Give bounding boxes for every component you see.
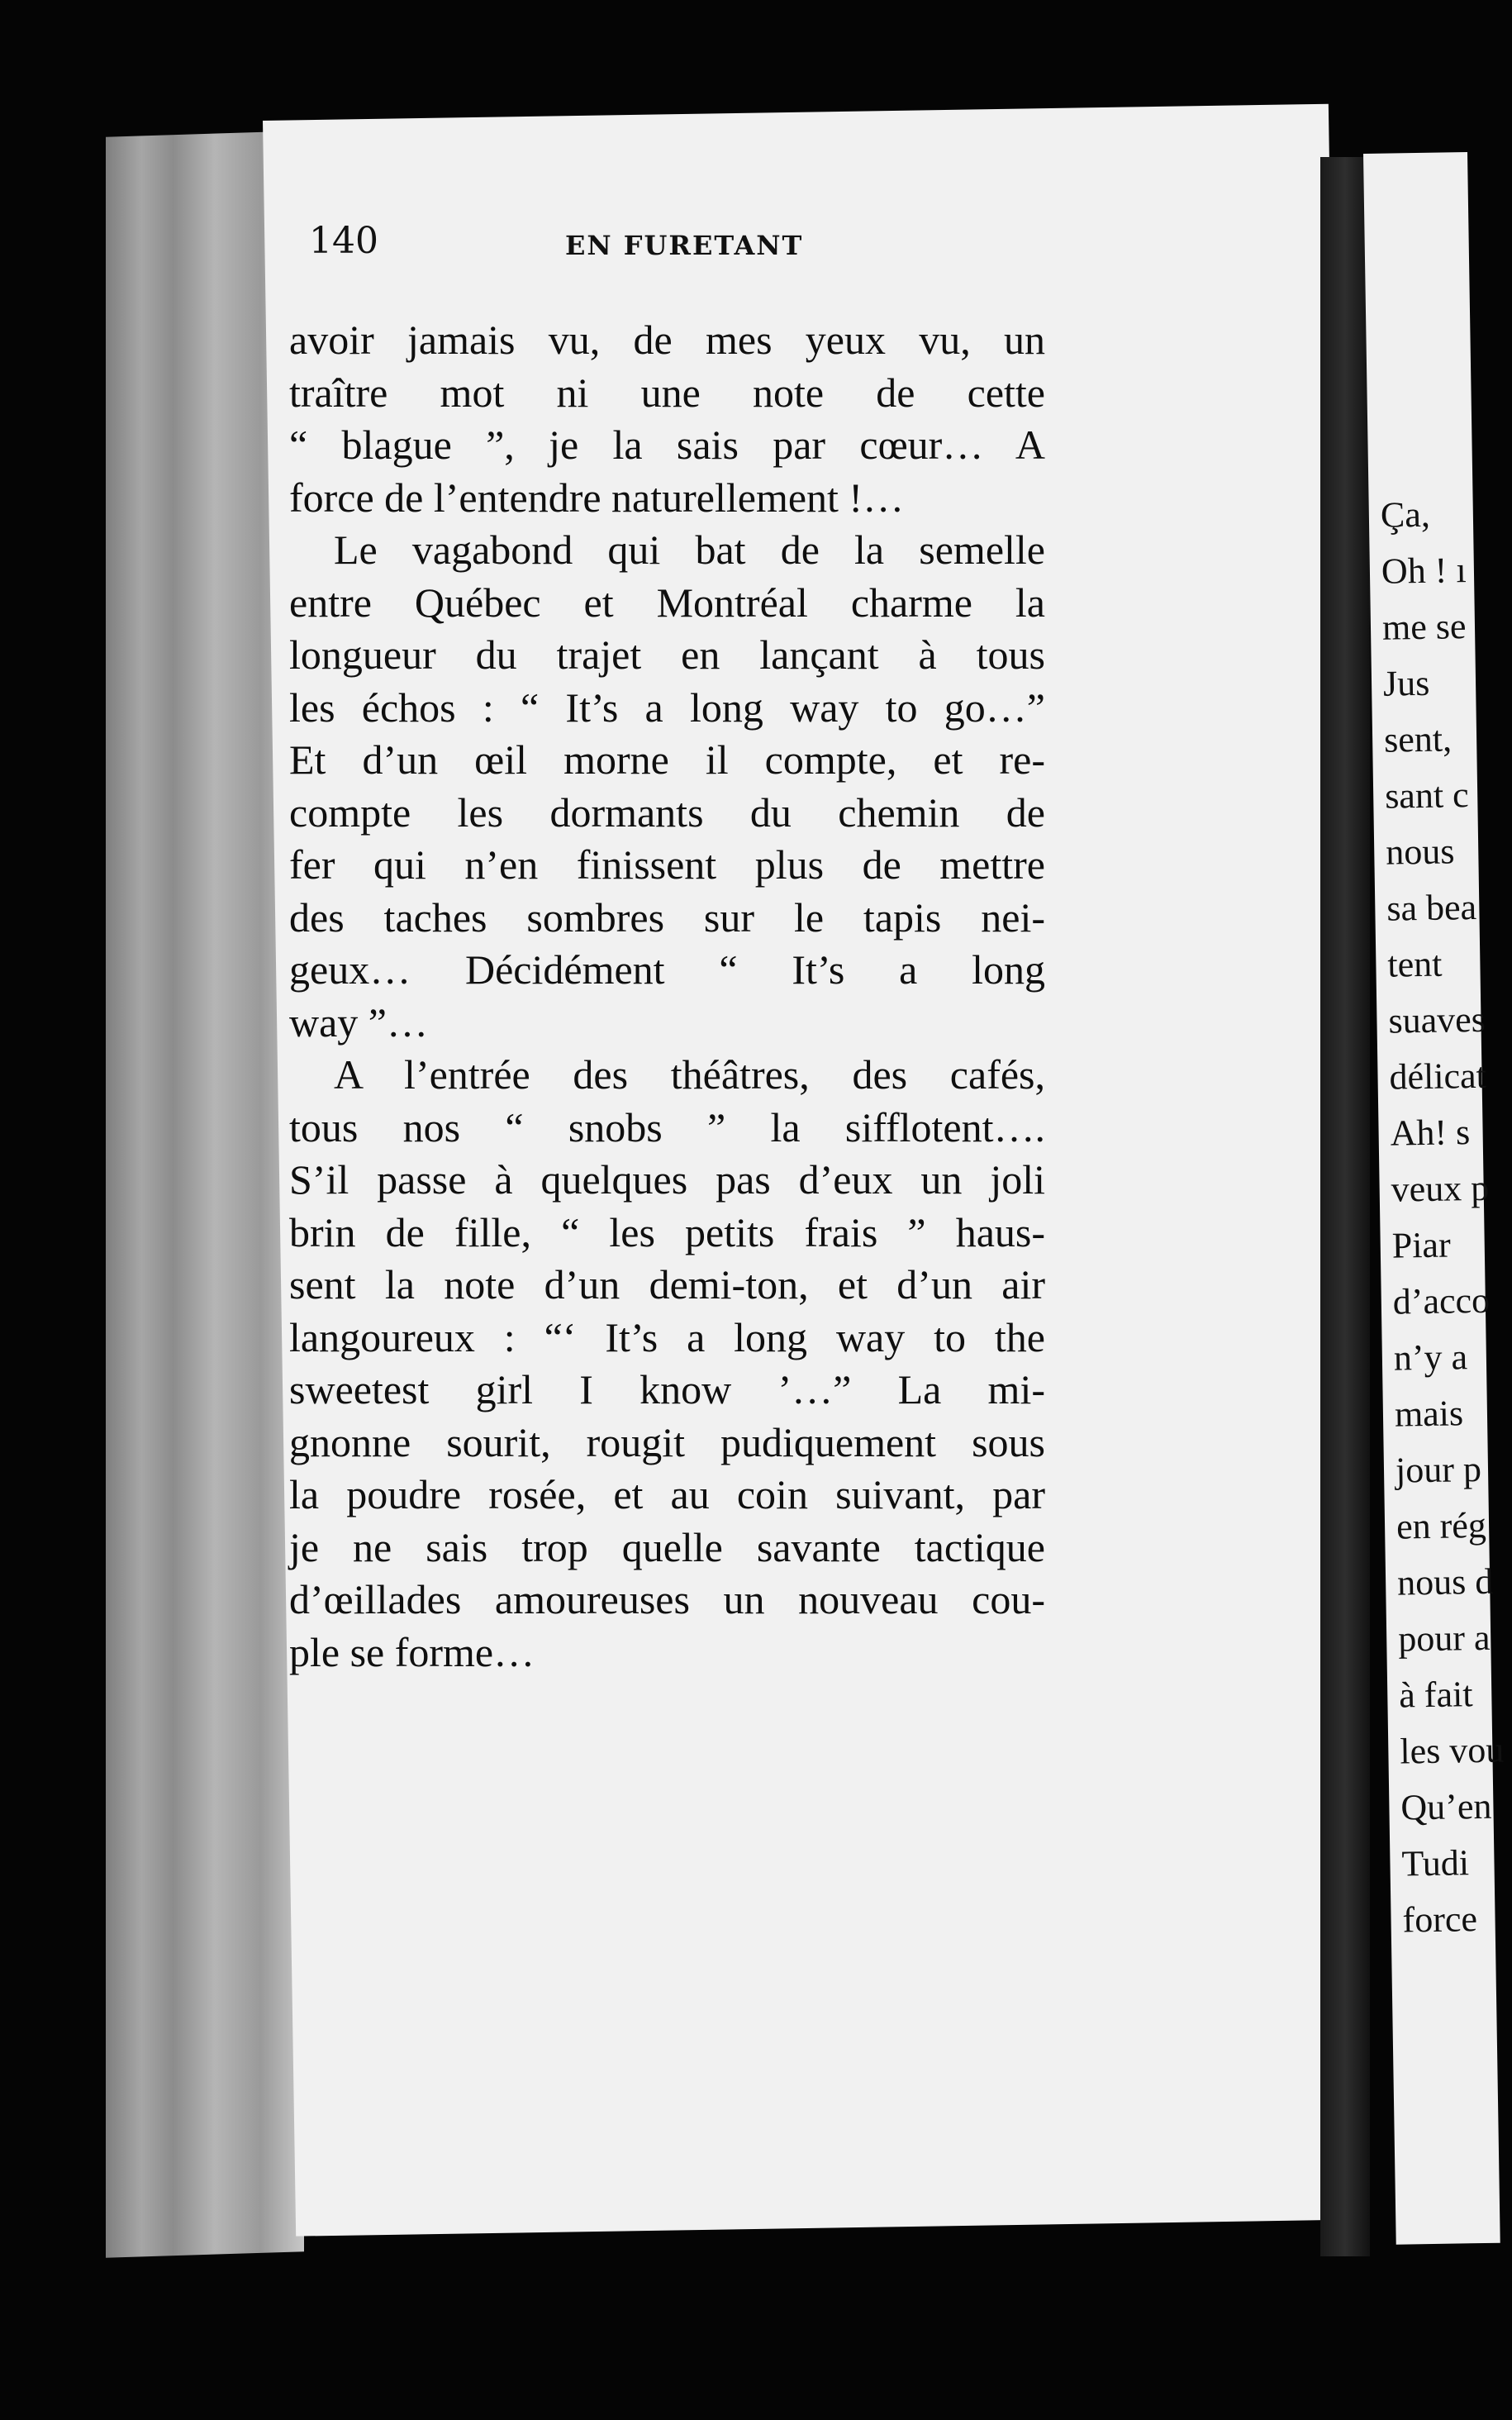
facing-line: n’y a — [1393, 1336, 1468, 1379]
facing-line: nous d — [1396, 1560, 1494, 1603]
body-text — [289, 314, 1045, 1679]
facing-line: d’acco — [1392, 1279, 1491, 1322]
facing-line: mais — [1394, 1393, 1464, 1435]
facing-line: délicat — [1389, 1055, 1487, 1098]
facing-line: en rég — [1396, 1504, 1487, 1547]
facing-line: sa bea — [1386, 886, 1477, 929]
text-line: tous nos “ snobs ” la sifflotent…. — [289, 1103, 1045, 1150]
text-line: sent la note d’un demi-ton, et d’un air — [289, 1261, 1045, 1308]
text-line: brin de fille, “ les petits frais ” haus- — [289, 1208, 1045, 1255]
text-line: longueur du trajet en lançant à tous — [289, 631, 1045, 678]
facing-line: tent — [1387, 943, 1443, 985]
text-line: la poudre rosée, et au coin suivant, par — [289, 1471, 1045, 1517]
facing-line: Qu’en — [1400, 1785, 1492, 1828]
text-line: fer qui n’en finissent plus de mettre — [289, 841, 1045, 888]
page-number: 140 — [309, 220, 378, 262]
text-line: Le vagabond qui bat de la semelle — [334, 526, 1045, 573]
text-line: gnonne sourit, rougit pudiquement sous — [289, 1418, 1045, 1465]
text-line: geux… Décidément “ It’s a long — [289, 946, 1045, 993]
text-line: compte les dormants du chemin de — [289, 788, 1045, 836]
text-line: Et d’un œil morne il compte, et re- — [289, 736, 1045, 783]
text-line: d’œillades amoureuses un nouveau cou- — [289, 1576, 1045, 1622]
text-line: S’il passe à quelques pas d’eux un joli — [289, 1156, 1045, 1203]
facing-page — [1363, 152, 1505, 2245]
text-line: “ blague ”, je la sais par cœur… A — [289, 422, 1045, 468]
facing-line: me se — [1381, 606, 1467, 648]
facing-line: Oh ! ı — [1381, 550, 1467, 592]
text-line: way ”… — [289, 998, 428, 1046]
running-head: EN FURETANT — [565, 230, 804, 261]
facing-line: pour a — [1397, 1617, 1491, 1660]
facing-line: suaves — [1388, 998, 1486, 1041]
text-line: traître mot ni une note de cette — [289, 369, 1045, 416]
text-line: je ne sais trop quelle savante tactique — [289, 1523, 1045, 1570]
facing-line: veux p — [1391, 1167, 1490, 1210]
text-line: des taches sombres sur le tapis nei- — [289, 893, 1045, 941]
text-line: ple se forme… — [289, 1628, 535, 1675]
text-line: A l’entrée des théâtres, des cafés, — [334, 1051, 1045, 1098]
facing-line: Ah! s — [1390, 1112, 1471, 1154]
facing-line: Piar — [1391, 1224, 1452, 1266]
facing-line: Jus — [1382, 662, 1430, 704]
text-line: les échos : “ It’s a long way to go…” — [289, 684, 1045, 731]
text-line: langoureux : “‘ It’s a long way to the — [289, 1313, 1045, 1360]
facing-line: jour p — [1395, 1448, 1482, 1491]
facing-line: les vou — [1399, 1729, 1505, 1772]
facing-line: sant c — [1384, 774, 1469, 817]
text-line: avoir jamais vu, de mes yeux vu, un — [289, 317, 1045, 363]
facing-line: nous — [1385, 831, 1455, 873]
facing-line: force — [1402, 1898, 1478, 1941]
text-line: force de l’entendre naturellement !… — [289, 474, 905, 521]
facing-line: à fait — [1398, 1674, 1473, 1716]
book-gutter — [1320, 157, 1370, 2256]
text-line: sweetest girl I know ’…” La mi- — [289, 1366, 1045, 1412]
facing-line: Ça, — [1380, 493, 1431, 536]
facing-line: Tudi — [1401, 1842, 1470, 1884]
facing-page-text — [1368, 486, 1507, 1949]
text-line: entre Québec et Montréal charme la — [289, 579, 1045, 626]
facing-line: sent, — [1383, 718, 1453, 760]
